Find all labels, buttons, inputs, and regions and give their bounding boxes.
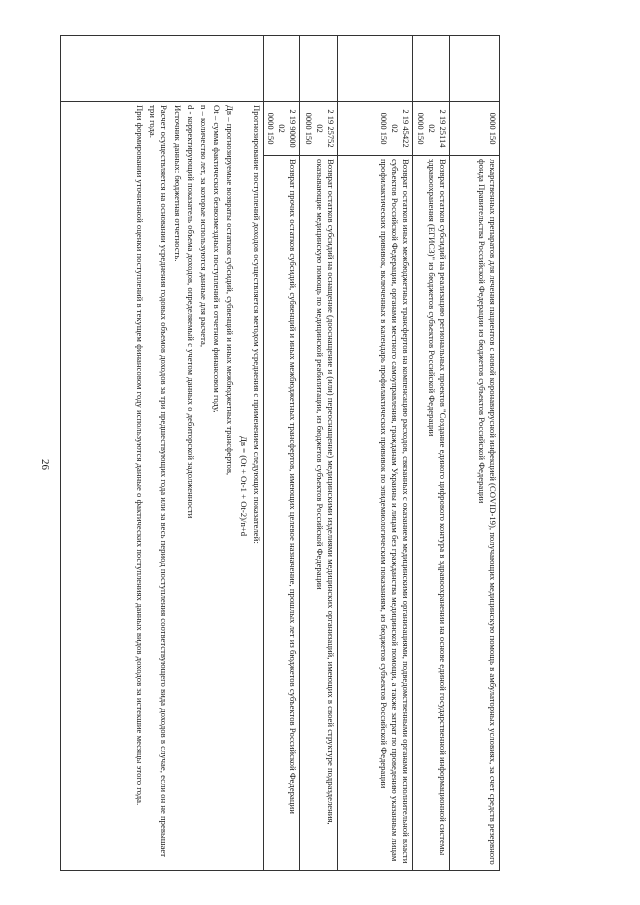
code-line: 2 19 25752 02 xyxy=(315,109,336,148)
table-row xyxy=(450,36,500,871)
definition-line: Расчет осуществляется на основании усреднения годовых объемов доходов за три предшествующих года или за весь период поступления соответствующего вида доходов в случае, если он не превышает три года. xyxy=(148,105,170,858)
description-cell: Возврат прочих остатков субсидий, субвенций и иных межбюджетных трансфертов, имеющих целевое назначение, прошлых лет из бюджетов субъектов Российской Федерации xyxy=(264,156,300,871)
rotated-table-page xyxy=(60,35,500,871)
description-cell: Возврат остатков субсидий на реализацию региональных проектов "Создание единого цифрового контура в здравоохранении на основе единой государственной информационной системы здравоохранения (ЕГИСЗ)" из бюджетов субъектов Российской Федерации xyxy=(413,156,450,871)
empty-cell xyxy=(450,36,500,102)
description-cell: Возврат остатков иных межбюджетных трансфертов на компенсацию расходов, связанных с оказанием медицинскими организациями, подведомственными органами исполнительной власти субъектов Российской Федерации, органами местного самоуправления, гражданам Украины и лицам без гражданства медицинской помощи, а также затрат по проведению указанным лицам профилактических прививок, включенных в календарь профилактических прививок по эпидемиологическим показаниям, из бюджетов субъектов Российской Федерации xyxy=(338,156,413,871)
method-intro: Прогнозирование поступлений доходов осуществляется методом усреднения с применением следующих показателей: xyxy=(252,105,263,544)
empty-cell xyxy=(264,36,300,102)
code-line: 2 19 25114 02 xyxy=(427,109,448,148)
table-row xyxy=(264,36,300,871)
code-cell xyxy=(264,102,300,156)
empty-cell xyxy=(338,36,413,102)
table-row xyxy=(61,36,264,871)
page-number: 26 xyxy=(39,459,51,470)
empty-cell xyxy=(61,36,264,102)
description-cell: лекарственных препаратов для лечения пациентов с новой коронавирусной инфекцией (COVID-19), получающих медицинскую помощь в амбулаторных условиях, за счет средств резервного фонда Правительства Российской Федерации из бюджетов субъектов Российской Федерации xyxy=(450,156,500,871)
method-formula: Дв = (Оt + Оt-1 + Оt-2)/n+d xyxy=(239,435,250,537)
code-line: 2 19 45422 02 xyxy=(390,109,411,148)
code-line: 0000 150 xyxy=(488,112,498,145)
revenue-code-table xyxy=(60,35,500,871)
code-line: 0000 150 xyxy=(416,112,427,145)
code-line: 0000 150 xyxy=(379,112,390,145)
definition-line: Дв – прогнозируемые возвраты остатков субсидий, субвенций и иных межбюджетных трансфертов, xyxy=(225,105,236,476)
definition-line: При формировании уточненной оценки поступлений в текущем финансовом году используются данные о фактических поступлениях данных видов доходов за истекшие месяцы этого года. xyxy=(135,105,146,806)
table-row xyxy=(300,36,338,871)
code-line: 2 19 90000 02 xyxy=(277,109,298,148)
empty-cell xyxy=(300,36,338,102)
definition-line: d - корректирующий показатель объема доходов, определяемый с учетом данных о дебиторской задолженности xyxy=(185,105,196,519)
description-cell: Возврат остатков субсидий на оснащение (дооснащение и (или) переоснащение) медицинскими изделиями медицинских организаций, имеющих в своей структуре подразделения, оказывающие медицинскую помощь по медицинской реабилитации, из бюджетов субъектов Российской Федерации xyxy=(300,156,338,871)
table-row xyxy=(338,36,413,871)
definition-line: Оt – сумма фактических безвозмездных поступлений в отчетном финансовом году, xyxy=(212,105,222,413)
code-cell xyxy=(300,102,338,156)
code-line: 0000 150 xyxy=(304,112,315,145)
definition-line: Источник данных: бюджетная отчетность. xyxy=(172,105,183,262)
code-cell xyxy=(338,102,413,156)
table-row xyxy=(413,36,450,871)
definition-line: n – количество лет, за которые используются данные для расчета, xyxy=(198,105,209,348)
code-cell xyxy=(450,102,500,156)
empty-cell xyxy=(413,36,450,102)
code-line: 0000 150 xyxy=(266,112,277,145)
code-cell xyxy=(413,102,450,156)
method-description-cell xyxy=(61,102,264,871)
